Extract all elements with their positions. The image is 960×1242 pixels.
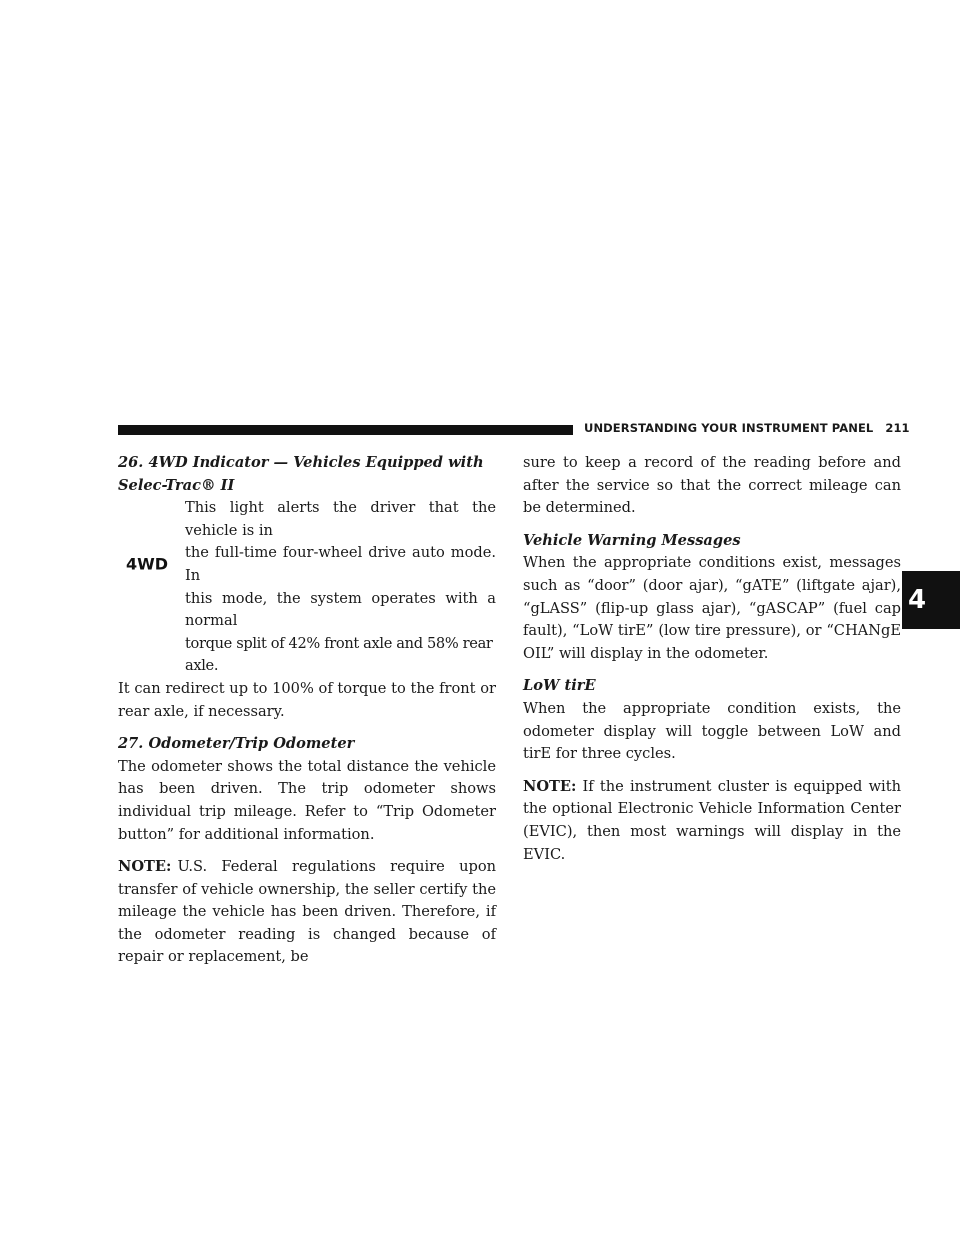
evic-note bbox=[523, 776, 901, 866]
indicator-line-3: this mode, the system operates with a normal bbox=[185, 589, 496, 630]
indicator-line-1: This light alerts the driver that the vehicle is in bbox=[185, 499, 496, 539]
heading-warning-messages: Vehicle Warning Messages bbox=[523, 531, 741, 549]
odometer-paragraph: The odometer shows the total distance the vehicle has been driven. The trip odometer shows individual trip mileage. Refer to “Trip Odometer button” for additional information. bbox=[118, 757, 496, 843]
odometer-note bbox=[118, 856, 496, 969]
header-rule bbox=[118, 425, 573, 435]
note-text: If the instrument cluster is equipped with the optional Electronic Vehicle Information Center (EVIC), then most warnings will display in the EVIC. bbox=[523, 777, 901, 863]
page-number: 211 bbox=[885, 421, 910, 435]
right-column bbox=[523, 452, 901, 866]
heading-odometer: 27. Odometer/Trip Odometer bbox=[118, 735, 355, 753]
4wd-icon-text: 4WD bbox=[125, 555, 169, 572]
heading-low-tire: LoW tirE bbox=[523, 677, 596, 695]
chapter-tab: 4 bbox=[902, 571, 960, 629]
warning-paragraph: When the appropriate conditions exist, messages such as “door” (door ajar), “gATE” (liftgate ajar), “gLASS” (flip-up glass ajar), “gASCAP” (fuel cap fault), “LoW tirE” (low tire pressure), or “CHANgE OIL” will display in the odometer. bbox=[523, 554, 901, 662]
left-column bbox=[118, 452, 496, 969]
low-tire-paragraph: When the appropriate condition exists, the odometer display will toggle between LoW and tirE for three cycles. bbox=[523, 699, 901, 763]
heading-4wd-indicator bbox=[118, 452, 496, 497]
heading-4wd-line1: 26. 4WD Indicator — Vehicles Equipped with bbox=[118, 454, 484, 471]
4wd-indicator-block bbox=[118, 497, 496, 678]
note-continued: sure to keep a record of the reading before and after the service so that the correct mileage can be determined. bbox=[523, 454, 901, 517]
indicator-continued: It can redirect up to 100% of torque to the front or rear axle, if necessary. bbox=[118, 679, 496, 720]
indicator-line-4: torque split of 42% front axle and 58% rear axle. bbox=[185, 634, 493, 675]
section-title: UNDERSTANDING YOUR INSTRUMENT PANEL bbox=[584, 421, 874, 435]
note-text: U.S. Federal regulations require upon transfer of vehicle ownership, the seller certify the mileage the vehicle has been driven. Therefore, if the odometer reading is changed because of repair or replacement, be bbox=[118, 858, 496, 966]
heading-4wd-line2: Selec-Trac® II bbox=[118, 476, 235, 494]
running-header bbox=[584, 421, 910, 435]
note-label: NOTE: bbox=[523, 777, 577, 795]
note-label: NOTE: bbox=[118, 858, 172, 876]
indicator-line-2: the full-time four-wheel drive auto mode. In bbox=[185, 544, 496, 584]
4wd-indicator-icon bbox=[122, 555, 172, 571]
